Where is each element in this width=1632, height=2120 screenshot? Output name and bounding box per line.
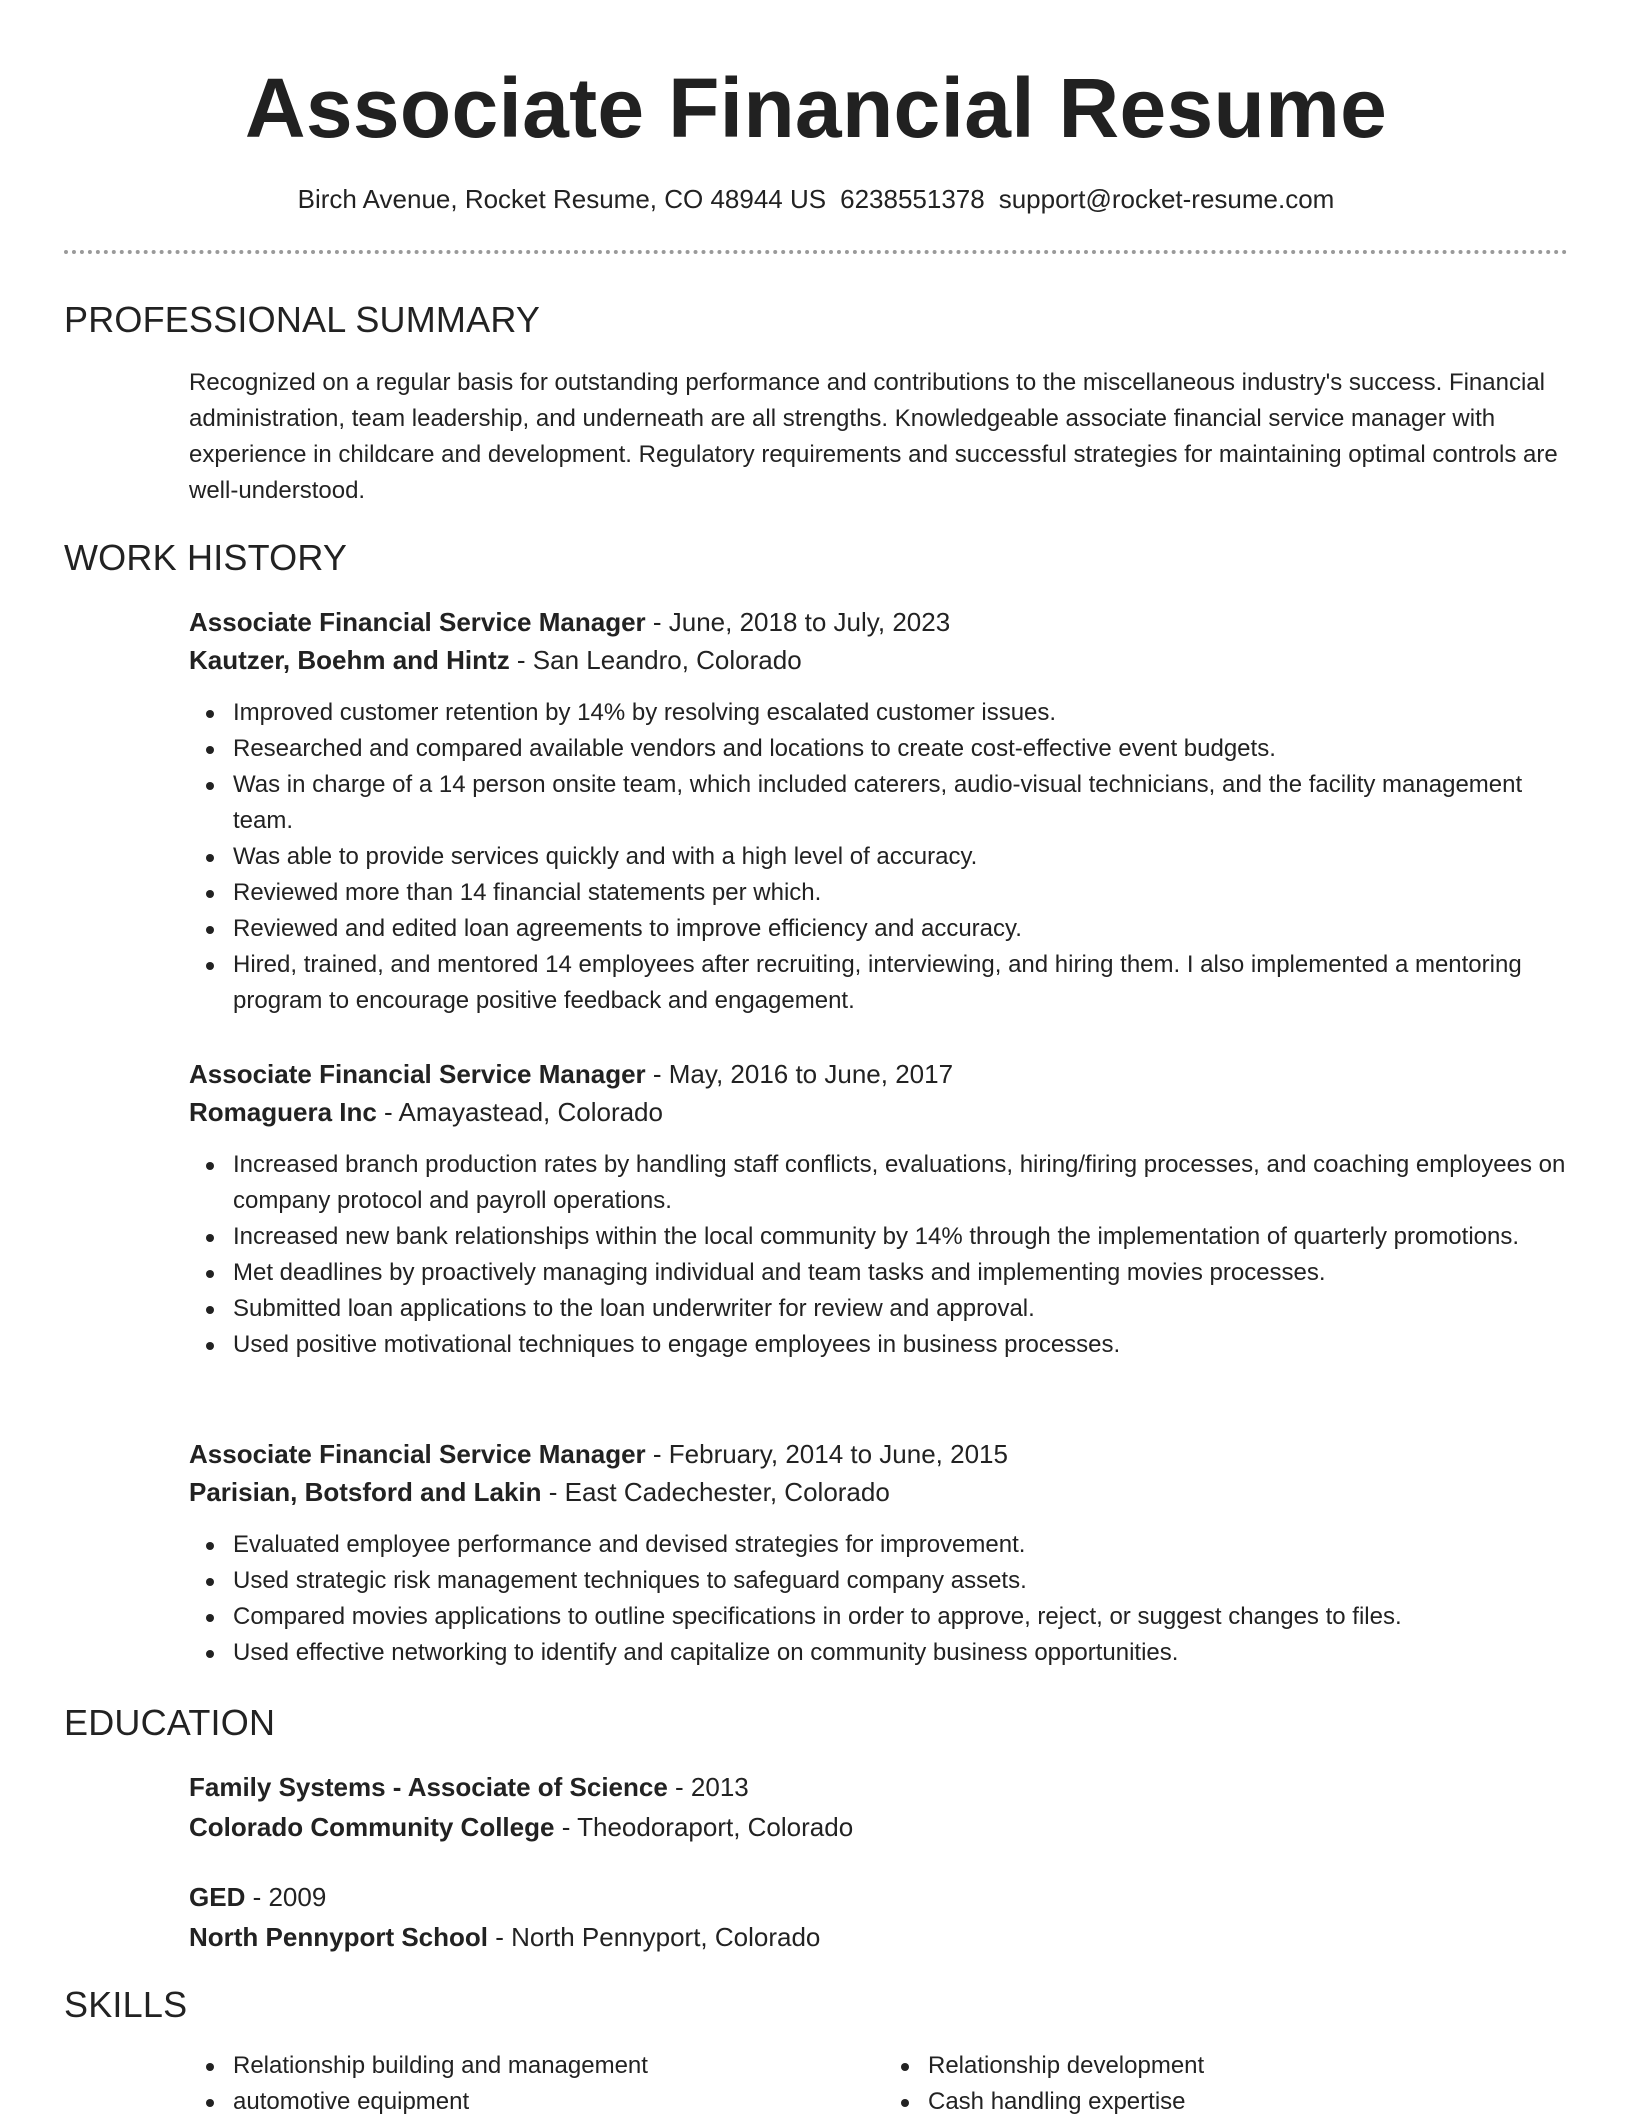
contact-email[interactable]: support@rocket-resume.com: [998, 184, 1335, 214]
job-location: - Amayastead, Colorado: [376, 1097, 663, 1127]
summary-text: Recognized on a regular basis for outstanding performance and contributions to the miscellaneous industry's success. Financial administration, team leadership, and underneath are all strengths. Knowledgeable associate financial service manager with experience in childcare and development. Regulatory requirements and successful strategies for maintaining optimal controls are well-understood.: [189, 369, 1558, 504]
job-bullet: Submitted loan applications to the loan underwriter for review and approval.: [233, 1291, 1579, 1327]
job-bullet: Reviewed more than 14 financial statements per which.: [233, 875, 1579, 911]
job-title-line: [189, 1055, 1579, 1093]
job-bullet: Compared movies applications to outline specifications in order to approve, reject, or suggest changes to files.: [233, 1599, 1579, 1635]
skill-item: Relationship building and management: [233, 2048, 884, 2084]
skills-list-right: [884, 2048, 1579, 2120]
education-degree: GED: [189, 1882, 246, 1912]
education-location: - Theodoraport, Colorado: [554, 1812, 854, 1842]
education-school: North Pennyport School: [189, 1922, 488, 1952]
education-degree-line: [189, 1878, 1579, 1916]
section-heading-summary: PROFESSIONAL SUMMARY: [64, 299, 541, 340]
job-location: - San Leandro, Colorado: [509, 645, 802, 675]
job-company: Kautzer, Boehm and Hintz: [189, 645, 510, 675]
job-bullet: Was able to provide services quickly and with a high level of accuracy.: [233, 839, 1579, 875]
job-bullet: Reviewed and edited loan agreements to improve efficiency and accuracy.: [233, 911, 1579, 947]
job-title-line: [189, 1435, 1579, 1473]
education-school: Colorado Community College: [189, 1812, 555, 1842]
job-bullet-list: [189, 1527, 1579, 1671]
job-entry: [189, 1435, 1579, 1671]
header-divider: [64, 250, 1568, 254]
education-year: - 2013: [667, 1772, 749, 1802]
job-bullet: Used effective networking to identify and capitalize on community business opportunities.: [233, 1635, 1579, 1671]
job-entry: [189, 1055, 1579, 1363]
education-degree: Family Systems - Associate of Science: [189, 1772, 668, 1802]
section-heading-skills: SKILLS: [64, 1984, 188, 2025]
job-bullet: Increased new bank relationships within the local community by 14% through the implementation of quarterly promotions.: [233, 1219, 1579, 1255]
job-title: Associate Financial Service Manager: [189, 1059, 646, 1089]
job-company: Romaguera Inc: [189, 1097, 377, 1127]
job-bullet: Used strategic risk management techniques to safeguard company assets.: [233, 1563, 1579, 1599]
job-bullet: Researched and compared available vendors and locations to create cost-effective event budgets.: [233, 731, 1579, 767]
education-degree-line: [189, 1768, 1579, 1806]
skill-item: Cash handling expertise: [928, 2084, 1579, 2120]
education-entry: [189, 1878, 1579, 1956]
job-company-line: [189, 1093, 1579, 1131]
skills-columns: [189, 2048, 1579, 2120]
skills-list-left: [189, 2048, 884, 2120]
job-bullet: Increased branch production rates by handling staff conflicts, evaluations, hiring/firing processes, and coaching employees on company protocol and payroll operations.: [233, 1147, 1579, 1219]
job-bullet: Met deadlines by proactively managing individual and team tasks and implementing movies processes.: [233, 1255, 1579, 1291]
job-dates: - May, 2016 to June, 2017: [645, 1059, 954, 1089]
job-entry: [189, 603, 1579, 1019]
education-school-line: [189, 1808, 1579, 1846]
education-location: - North Pennyport, Colorado: [488, 1922, 821, 1952]
job-bullet-list: [189, 695, 1579, 1019]
education-school-line: [189, 1918, 1579, 1956]
job-bullet: Improved customer retention by 14% by resolving escalated customer issues.: [233, 695, 1579, 731]
job-bullet-list: [189, 1147, 1579, 1363]
section-heading-work: WORK HISTORY: [64, 537, 348, 578]
job-title-line: [189, 603, 1579, 641]
skill-item: Relationship development: [928, 2048, 1579, 2084]
job-dates: - February, 2014 to June, 2015: [645, 1439, 1008, 1469]
job-company-line: [189, 641, 1579, 679]
contact-address: Birch Avenue, Rocket Resume, CO 48944 US: [297, 184, 827, 214]
job-bullet: Used positive motivational techniques to engage employees in business processes.: [233, 1327, 1579, 1363]
resume-title: Associate Financial Resume: [244, 61, 1388, 155]
job-location: - East Cadechester, Colorado: [541, 1477, 890, 1507]
education-year: - 2009: [245, 1882, 327, 1912]
job-title: Associate Financial Service Manager: [189, 607, 646, 637]
job-title: Associate Financial Service Manager: [189, 1439, 646, 1469]
job-dates: - June, 2018 to July, 2023: [645, 607, 951, 637]
job-bullet: Evaluated employee performance and devised strategies for improvement.: [233, 1527, 1579, 1563]
section-heading-education: EDUCATION: [64, 1702, 276, 1743]
contact-phone: 6238551378: [840, 184, 985, 214]
job-company-line: [189, 1473, 1579, 1511]
education-entry: [189, 1768, 1579, 1846]
job-bullet: Hired, trained, and mentored 14 employees after recruiting, interviewing, and hiring them. I also implemented a mentoring program to encourage positive feedback and engagement.: [233, 947, 1579, 1019]
contact-line: [0, 181, 1632, 217]
skill-item: automotive equipment: [233, 2084, 884, 2120]
job-bullet: Was in charge of a 14 person onsite team, which included caterers, audio-visual technicians, and the facility management team.: [233, 767, 1579, 839]
job-company: Parisian, Botsford and Lakin: [189, 1477, 542, 1507]
